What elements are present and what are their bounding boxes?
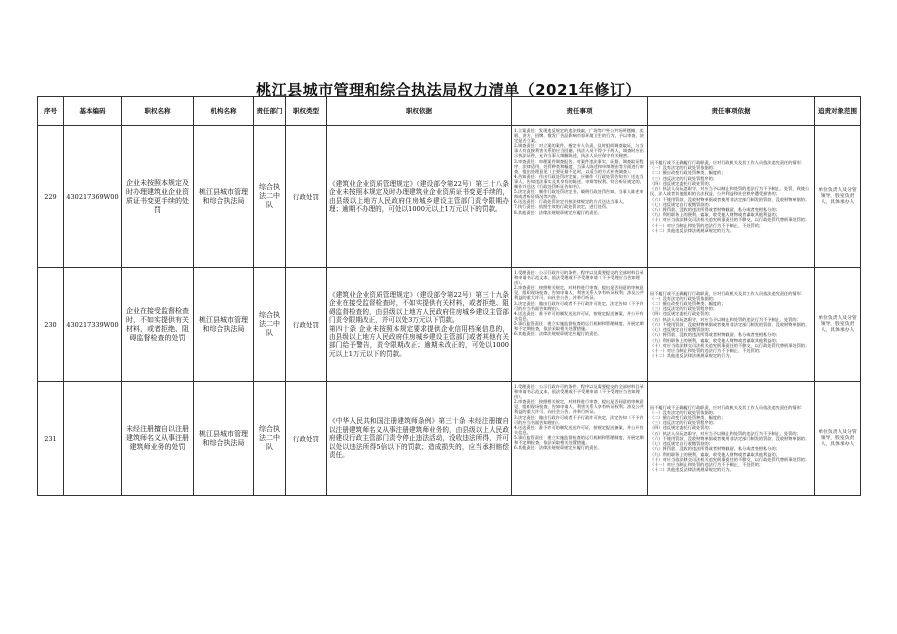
row-duties: 1.立案责任：发现违反规定的违法线索，广场等户外公共场所摆摊、卖唱、讲方、招牌、散发广告品影响市容环境卫生的行为，予以审查，决定是否立案。 2.调查责任：对立案的案件，指定专人负责，及时组织调查取证，与当事人有直接利害关系的应当回避。执法人员不得少于两人，调查时应出示执法证件，允许当事人辩解陈述，执法人员应保守有关秘密。 3.审查责任：审理案件调查报告，对案件违法事实、证据、调查取证程序、法律适用、处罚种类和幅度、当事人陈述和申辩理由等方面进行审查，提出处理意见（主要证据不足时，以适当的方式补充调查）。 4.告知责任：作出行政处罚决定前，应制作《行政处罚告知书》送达当事人，告知违法事实及其享有的陈述、申辩等权利。符合听证规定的，制作并送达《行政处罚听证告知书》。 5.决定责任：制作行政处罚决定书，载明行政处罚告知、当事人陈述申辩或者听证情况等内容。 6.送达责任：行政处罚决定书按法律规定的方式送达当事人。 7.执行责任：依照生效的行政处罚决定，进行处罚。 8.其他责任：法律法规规章规定应履行的责任。 xyxy=(512,126,648,268)
row-code xyxy=(64,382,122,496)
row-no: 230 xyxy=(38,268,64,382)
row-basis: 《建筑业企业资质管理规定》（建设部令第22号）第三十九条 企业在接受监督检查时，不如实提供有关材料，或者拒绝、阻碍监督检查的，由县级以上地方人民政府住房城乡建设主管部门责令限期改正，并可以处3万元以下罚款。 第四十条 企业未按照本规定要求提供企业信用档案信息的，由县级以上地方人民政府住房城乡建设主管部门或者其他有关部门给予警告，责令限期改正；逾期未改正的，可处以1000元以上1万元以下的罚款。 xyxy=(327,268,512,382)
header-dept: 责任部门 xyxy=(254,97,286,126)
table-header-row xyxy=(38,97,861,126)
row-basis: 《建筑业企业资质管理规定》（建设部令第22号）第三十八条 企业未按照本规定及时办理建筑业企业资质证书变更手续的，由县级以上地方人民政府住房城乡建设主管部门责令限期办理；逾期不办理的，可处以1000元以上1万元以下的罚款。 xyxy=(327,126,512,268)
page-title: 桃江县城市管理和综合执法局权力清单（2021年修订） xyxy=(256,81,641,99)
power-list-table xyxy=(37,96,861,496)
header-no: 序号 xyxy=(38,97,64,126)
header-basis: 职权依据 xyxy=(327,97,512,126)
row-type: 行政处罚 xyxy=(286,268,327,382)
header-code: 基本编码 xyxy=(64,97,122,126)
row-name: 未经注册擅自以注册建筑师名义从事注册建筑师业务的处罚 xyxy=(122,382,194,496)
row-type: 行政处罚 xyxy=(286,382,327,496)
row-duty-basis: 因不履行或不正确履行行政职责，应对行政机关及其工作人员依法追究责任的情形： （一）没有法定的行政处罚依据的； （二）擅自改变行政处罚种类、幅度的； （三）违反法定的行政处罚程序的； （四）违反规定委托行政处罚的； （五）执法人员玩忽职守，对应当予以制止和处罚的违法行为不予制止、处罚，致使公民、法人或者其他组织的合法权益、公共利益和社会秩序遭受损害的； （六）不使用罚款、没收财物单据或者使用非法定部门制发的罚款、没收财物单据的； （七）违反规定自行收缴罚款的； （八）将罚款、没收的违法所得或者财物截留、私分或者变相私分的； （九）利用职务上的便利，索取、收受他人财物或者谋取其他利益的； （十）对应当依法移交司法机关追究刑事责任的不移交，以行政处罚代替刑事处罚的； （十一）对应当制止和处罚的违法行为不予制止、不处罚的； （十二）其他违反法律法规规章规定的行为。 xyxy=(648,126,815,268)
row-target: 单位负责人及分管领导，股室负责人，具体承办人 xyxy=(815,382,861,496)
row-duties: 1.受理责任：公示行政许可的条件、程序以及需要提交的全部材料目录和申请书示范文本，依法受理或不予受理申请（不予受理应当告知理由）。 2.审查责任：按照相关规定，对材料进行审查，提出是否同意的审核意见，组织现场检查，告知申请人、利害关系人享有听证权利；涉及公共利益的重大许可，向社会公告，并举行听证。 3.决定责任：做出行政许可或者不予行政许可决定，法定告知（不予许可的应当书面告知理由）。 4.送达责任：准予许可的制发送达许可证，按规定报送备案，并公开有关信息。 5.事后监管责任：建立实施监督检查的运行机制和管理制度，开展定期和不定期检查，依法采取相关处置措施。 6.其他责任：法律法规规章规定应履行的责任。 xyxy=(512,268,648,382)
row-basis: 《中华人民共和国注册建筑师条例》第三十条 未经注册擅自以注册建筑师名义从事注册建筑师业务的，由县级以上人民政府建设行政主管部门责令停止违法活动，没收违法所得，并可以处以违法所得5倍以下的罚款；造成损失的，应当承担赔偿责任。 xyxy=(327,382,512,496)
row-duty-basis: 因不履行或不正确履行行政职责，应对行政机关及其工作人员依法追究责任的情形： （一）没有法定的行政处罚依据的； （二）擅自改变行政处罚种类、幅度的； （三）违反法定的行政处罚程序的； （四）违反规定委托行政处罚的； （五）执法人员玩忽职守，对应当予以制止和处罚的违法行为不予制止、处罚的； （六）不使用罚款、没收财物单据或者使用非法定部门制发的罚款、没收财物单据的； （七）违反规定自行收缴罚款的； （八）将罚款、没收的违法所得或者财物截留、私分或者变相私分的； （九）利用职务上的便利，索取、收受他人财物或者谋取其他利益的； （十）对应当依法移交司法机关追究刑事责任的不移交，以行政处罚代替刑事处罚的； （十一）对应当制止和处罚的违法行为不予制止、不处罚的； （十二）其他违反法律法规规章规定的行为。 xyxy=(648,268,815,382)
row-name: 企业未按照本规定及时办理建筑业企业资质证书变更手续的处罚 xyxy=(122,126,194,268)
table-row xyxy=(38,268,861,382)
row-code: 430217339W00 xyxy=(64,268,122,382)
row-org: 桃江县城市管理和综合执法局 xyxy=(194,382,254,496)
header-target: 追责对象范围 xyxy=(815,97,861,126)
header-duty-basis: 责任事项依据 xyxy=(648,97,815,126)
row-no: 229 xyxy=(38,126,64,268)
row-target: 单位负责人及分管领导，股室负责人，具体承办人 xyxy=(815,268,861,382)
row-no: 231 xyxy=(38,382,64,496)
table-row xyxy=(38,382,861,496)
row-dept: 综合执法二中队 xyxy=(254,268,286,382)
header-duties: 责任事项 xyxy=(512,97,648,126)
row-org: 桃江县城市管理和综合执法局 xyxy=(194,268,254,382)
header-org: 机构名称 xyxy=(194,97,254,126)
header-name: 职权名称 xyxy=(122,97,194,126)
header-type: 职权类型 xyxy=(286,97,327,126)
row-duties: 1.受理责任：公示行政许可的条件、程序以及需要提交的全部材料目录和申请书示范文本，依法受理或不予受理申请（不予受理应当告知理由）。 2.审查责任：按照相关规定，对材料进行审查，提出是否同意的审核意见，组织现场检查，告知申请人、利害关系人享有听证权利；涉及公共利益的重大许可，向社会公告，并举行听证。 3.决定责任：做出行政许可或者不予行政许可决定，法定告知（不予许可的应当书面告知理由）。 4.送达责任：准予许可的制发送达许可证，按规定报送备案，并公开有关信息。 5.事后监管责任：建立实施监督检查的运行机制和管理制度，开展定期和不定期检查，依法采取相关处置措施。 6.其他责任：法律法规规章规定应履行的责任。 xyxy=(512,382,648,496)
row-type: 行政处罚 xyxy=(286,126,327,268)
row-name: 企业在接受监督检查时，不如实提供有关材料，或者拒绝、阻碍监督检查的处罚 xyxy=(122,268,194,382)
table-row xyxy=(38,126,861,268)
row-org: 桃江县城市管理和综合执法局 xyxy=(194,126,254,268)
row-target: 单位负责人及分管领导，股室负责人，具体承办人 xyxy=(815,126,861,268)
row-duty-basis: 因不履行或不正确履行行政职责，应对行政机关及其工作人员依法追究责任的情形： （一）没有法定的行政处罚依据的； （二）擅自改变行政处罚种类、幅度的； （三）违反法定的行政处罚程序的； （四）违反规定委托行政处罚的； （五）执法人员玩忽职守，对应当予以制止和处罚的违法行为不予制止、处罚的； （六）不使用罚款、没收财物单据或者使用非法定部门制发的罚款、没收财物单据的； （七）违反规定自行收缴罚款的； （八）将罚款、没收的违法所得或者财物截留、私分或者变相私分的； （九）利用职务上的便利，索取、收受他人财物或者谋取其他利益的； （十）对应当依法移交司法机关追究刑事责任的不移交，以行政处罚代替刑事处罚的； （十一）对应当制止和处罚的违法行为不予制止、不处罚的； （十二）其他违反法律法规规章规定的行为。 xyxy=(648,382,815,496)
row-code: 430217369W00 xyxy=(64,126,122,268)
row-dept: 综合执法二中队 xyxy=(254,126,286,268)
row-dept: 综合执法二中队 xyxy=(254,382,286,496)
